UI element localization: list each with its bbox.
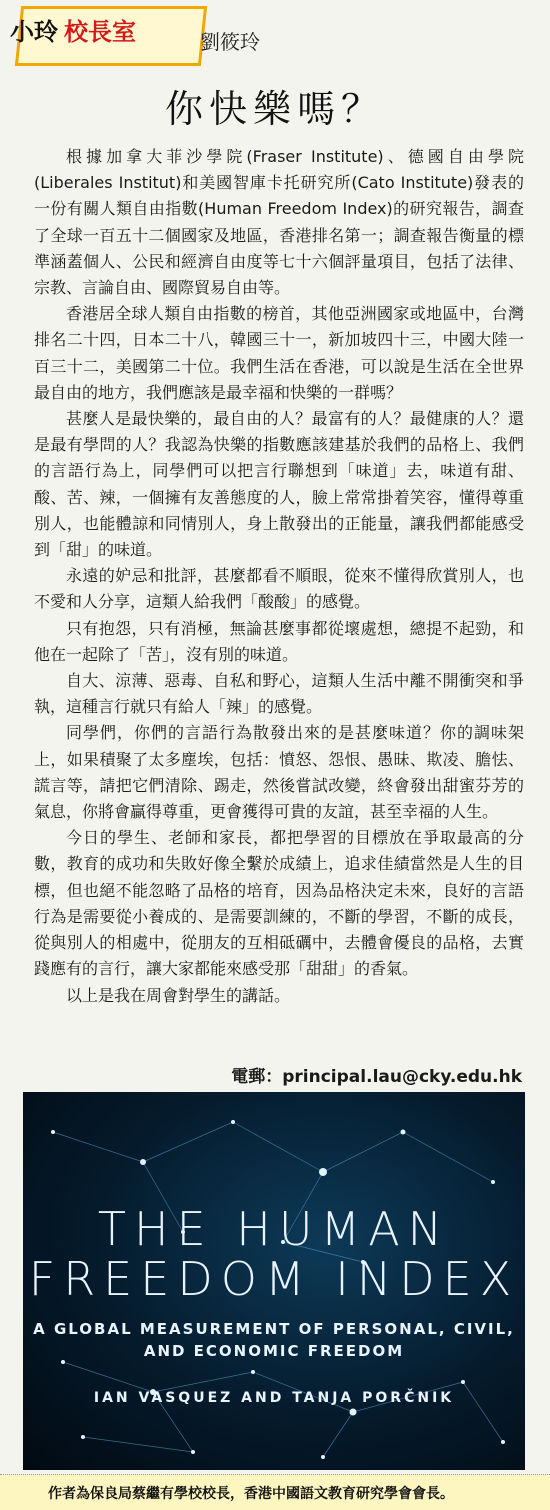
article-title: 你快樂嗎？ [164,87,385,131]
paragraph: 只有抱怨，只有消極，無論甚麼事都從壞處想，總提不起勁，和他在一起除了「苦」，沒有別的味道。 [34,618,524,664]
column-label [10,12,136,47]
column-name: 小玲 [10,18,58,46]
cover-authors: IAN VASQUEZ AND TANJA PORČNIK [93,1390,455,1406]
cover-title-line1: THE HUMAN [97,1202,451,1256]
author-note: 作者為保良局蔡繼有學校校長，香港中國語文教育研究學會會長。 [48,1486,454,1502]
email-address[interactable]: principal.lau@cky.edu.hk [282,1067,522,1087]
book-cover-image [23,1092,525,1470]
cover-subtitle-line1: A GLOBAL MEASUREMENT OF PERSONAL, CIVIL, [33,1320,515,1338]
email-label: 電郵： [231,1067,283,1087]
cover-subtitle-line2: AND ECONOMIC FREEDOM [143,1342,405,1360]
article-body [34,144,524,1009]
paragraph: 根據加拿大菲沙學院(Fraser Institute)、德國自由學院(Liberales Institut)和美國智庫卡托研究所(Cato Institute)發表的一份有關人類自由指數(Human Freedom Index)的研究報告，調查了全球一百五十二個國家及地區，香港排名第一；調查報告衡量的標準涵蓋個人、公民和經濟自由度等七十六個評量項目，包括了法律、宗教、言論自由、國際貿易自由等。 [34,147,524,298]
paragraph: 甚麼人是最快樂的，最自由的人？最富有的人？最健康的人？還是最有學問的人？我認為快樂的指數應該建基於我們的品格上、我們的言語行為上，同學們可以把言行聯想到「味道」去，味道有甜、酸、苦、辣，一個擁有友善態度的人，臉上常常掛着笑容，懂得尊重別人，也能體諒和同情別人，身上散發出的正能量，讓我們都能感受到「甜」的味道。 [34,409,524,560]
header [0,0,550,80]
paragraph: 香港居全球人類自由指數的榜首，其他亞洲國家或地區中，台灣排名二十四，日本二十八，韓國三十一，新加坡四十三，中國大陸一百三十二，美國第二十位。我們生活在香港，可以說是生活在全世界最自由的地方，我們應該是最幸福和快樂的一群嗎？ [34,304,524,402]
cover-title-line2: FREEDOM INDEX [28,1252,520,1306]
paragraph: 今日的學生、老師和家長，都把學習的目標放在爭取最高的分數，教育的成功和失敗好像全繫於成績上，追求佳績當然是人生的目標，但也絕不能忽略了品格的培育，因為品格決定未來，良好的言語行為是需要從小養成的、是需要訓練的，不斷的學習，不斷的成長，從與別人的相處中，從朋友的互相砥礪中，去體會優良的品格，去實踐應有的言行，讓大家都能來感受那「甜甜」的香氣。 [34,828,524,979]
paragraph: 自大、涼薄、惡毒、自私和野心，這類人生活中離不開衝突和爭執，這種言行就只有給人「辣」的感覺。 [34,671,524,717]
paragraph: 永遠的妒忌和批評，甚麼都看不順眼，從來不懂得欣賞別人，也不愛和人分享，這類人給我們「酸酸」的感覺。 [34,566,524,612]
email-line [231,1062,522,1087]
author-name: 劉筱玲 [200,30,260,54]
paragraph: 同學們，你們的言語行為散發出來的是甚麼味道？你的調味架上，如果積聚了太多塵埃，包括：憤怒、怨恨、愚昧、欺凌、膽怯、謊言等，請把它們清除、踢走，然後嘗試改變，終會發出甜蜜芬芳的氣息，你將會贏得尊重，更會獲得可貴的友誼，甚至幸福的人生。 [34,723,524,822]
paragraph: 以上是我在周會對學生的講話。 [66,985,291,1005]
column-office: 校長室 [64,18,136,46]
footer [0,1474,550,1510]
